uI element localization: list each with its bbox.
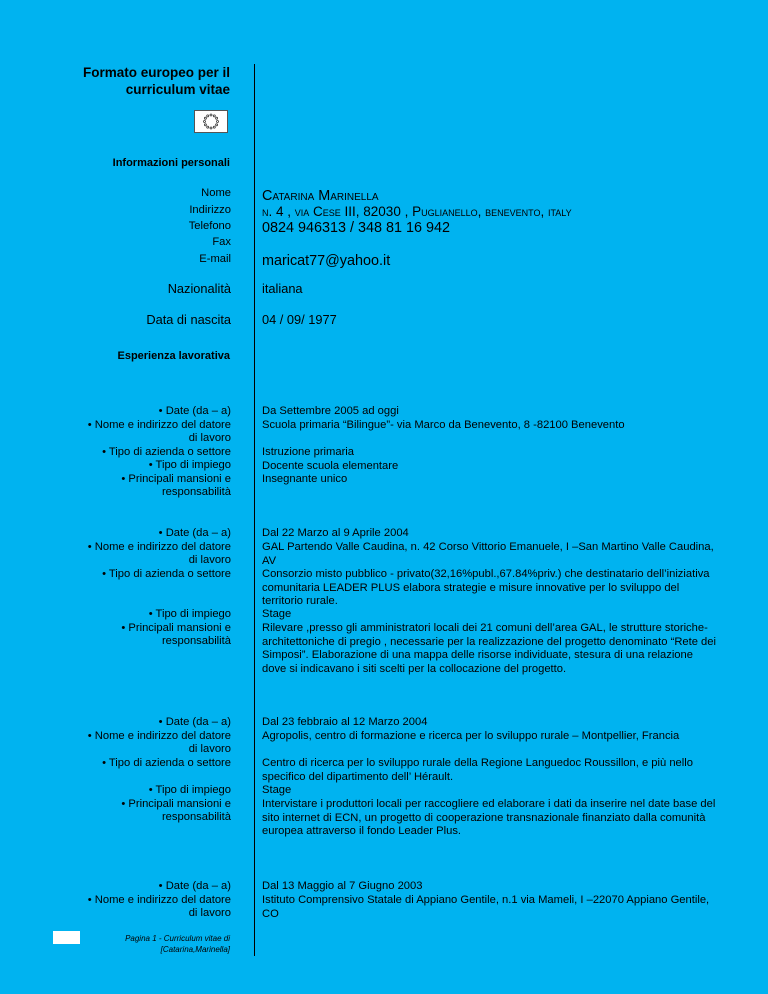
entry-3-labels-b	[40, 784, 231, 825]
label-employer-cont: di lavoro	[188, 743, 231, 755]
document-title	[40, 64, 230, 98]
label-birth-date: Data di nascita	[146, 312, 231, 327]
entry-2-job-type: Stage	[262, 608, 292, 620]
entry-1-duties: Insegnante unico	[262, 473, 348, 485]
entry-2-duties: Rilevare ,presso gli amministratori locali dei 21 comuni dell’area GAL, le strutture storiche- architettoniche di pregio , necessarie per la realizzazione del progetto denominato “Rete dei Simposi”. Elaborazione di una mappa delle risorse individuate, stesura di una relazione dove si indicavano i siti scelti per la collocazione del progetto.	[262, 622, 716, 675]
value-email: maricat77@yahoo.it	[262, 253, 391, 269]
label-duties: • Principali mansioni e	[121, 472, 231, 485]
title-line-2: curriculum vitae	[125, 82, 230, 97]
label-job-type: • Tipo di impiego	[148, 459, 231, 471]
footer-line-1: Pagina 1 - Curriculum vitae di	[125, 934, 230, 943]
label-employer: • Nome e indirizzo del datore	[87, 540, 231, 553]
label-duties: • Principali mansioni e	[121, 797, 231, 810]
entry-4-labels-a	[40, 880, 231, 921]
column-divider	[254, 64, 255, 956]
label-date: • Date (da – a)	[158, 405, 231, 417]
section-title-work: Esperienza lavorativa	[117, 350, 230, 362]
label-duties: • Principali mansioni e	[121, 621, 231, 634]
entry-1-job-type: Docente scuola elementare	[262, 460, 399, 472]
label-date: • Date (da – a)	[158, 716, 231, 728]
label-employer-cont: di lavoro	[188, 432, 231, 444]
page-footer	[90, 933, 230, 955]
value-nationality: italiana	[262, 281, 303, 296]
footer-line-2: [Catarina,Marinella]	[160, 945, 230, 954]
entry-2-sector: Consorzio misto pubblico - privato(32,16%publ.,67.84%priv.) che destinatario dell’iniziativa comunitaria LEADER PLUS elabora strategie e misure innovative per lo sviluppo del territorio rurale.	[262, 568, 710, 607]
entry-1-sector: Istruzione primaria	[262, 446, 355, 458]
label-phone: Telefono	[188, 220, 231, 232]
eu-flag-icon	[194, 110, 228, 133]
label-address: Indirizzo	[189, 204, 231, 216]
label-employer: • Nome e indirizzo del datore	[87, 893, 231, 906]
label-fax: Fax	[212, 236, 231, 248]
label-sector: • Tipo di azienda o settore	[102, 567, 231, 580]
label-nationality: Nazionalità	[167, 281, 231, 296]
value-phone: 0824 946313 / 348 81 16 942	[262, 220, 451, 236]
label-job-type: • Tipo di impiego	[148, 608, 231, 620]
value-name: Catarina Marinella	[262, 188, 379, 204]
label-name: Nome	[201, 187, 231, 199]
entry-4-date: Dal 13 Maggio al 7 Giugno 2003	[262, 880, 423, 892]
entry-3-labels-a	[40, 716, 231, 770]
entry-3-job-type: Stage	[262, 784, 292, 796]
entry-3-date: Dal 23 febbraio al 12 Marzo 2004	[262, 716, 428, 728]
label-email: E-mail	[199, 253, 231, 265]
entry-4-employer: Istituto Comprensivo Statale di Appiano Gentile, n.1 via Mameli, I –22070 Appiano Gentile, CO	[262, 894, 710, 920]
label-job-type: • Tipo di impiego	[148, 784, 231, 796]
value-address: n. 4 , via Cese III, 82030 , Puglianello, benevento, italy	[262, 204, 572, 219]
entry-1-labels-a	[40, 405, 231, 500]
title-line-1: Formato europeo per il	[82, 65, 230, 80]
entry-2-employer: GAL Partendo Valle Caudina, n. 42 Corso Vittorio Emanuele, I –San Martino Valle Caudina, AV	[262, 541, 714, 567]
label-employer-cont: di lavoro	[188, 554, 231, 566]
entry-2-labels-a	[40, 527, 231, 581]
label-duties-cont: responsabilità	[161, 486, 231, 498]
label-duties-cont: responsabilità	[161, 635, 231, 647]
label-date: • Date (da – a)	[158, 880, 231, 892]
entry-3-employer: Agropolis, centro di formazione e ricerca per lo sviluppo rurale – Montpellier, Francia	[262, 730, 680, 742]
entry-1-date: Da Settembre 2005 ad oggi	[262, 405, 399, 417]
entry-3-sector: Centro di ricerca per lo sviluppo rurale della Regione Languedoc Roussillon, e più nello specifico del dipartimento dell’ Hérault.	[262, 757, 693, 783]
entry-1-employer: Scuola primaria “Bilingue”- via Marco da Benevento, 8 -82100 Benevento	[262, 419, 625, 431]
entry-2-labels-b	[40, 608, 231, 649]
label-employer: • Nome e indirizzo del datore	[87, 418, 231, 431]
section-title-personal: Informazioni personali	[112, 157, 230, 169]
label-sector: • Tipo di azienda o settore	[102, 445, 231, 458]
label-employer-cont: di lavoro	[188, 907, 231, 919]
entry-2-date: Dal 22 Marzo al 9 Aprile 2004	[262, 527, 409, 539]
entry-3-duties: Intervistare i produttori locali per raccogliere ed elaborare i dati da inserire nel date base del sito internet di ECN, un progetto di cooperazione transnazionale finanziato dalla comunità europea attraverso il fondo Leader Plus.	[262, 798, 716, 837]
label-duties-cont: responsabilità	[161, 811, 231, 823]
label-employer: • Nome e indirizzo del datore	[87, 729, 231, 742]
label-sector: • Tipo di azienda o settore	[102, 756, 231, 769]
footer-box	[53, 931, 80, 944]
label-date: • Date (da – a)	[158, 527, 231, 539]
value-birth-date: 04 / 09/ 1977	[262, 312, 337, 327]
